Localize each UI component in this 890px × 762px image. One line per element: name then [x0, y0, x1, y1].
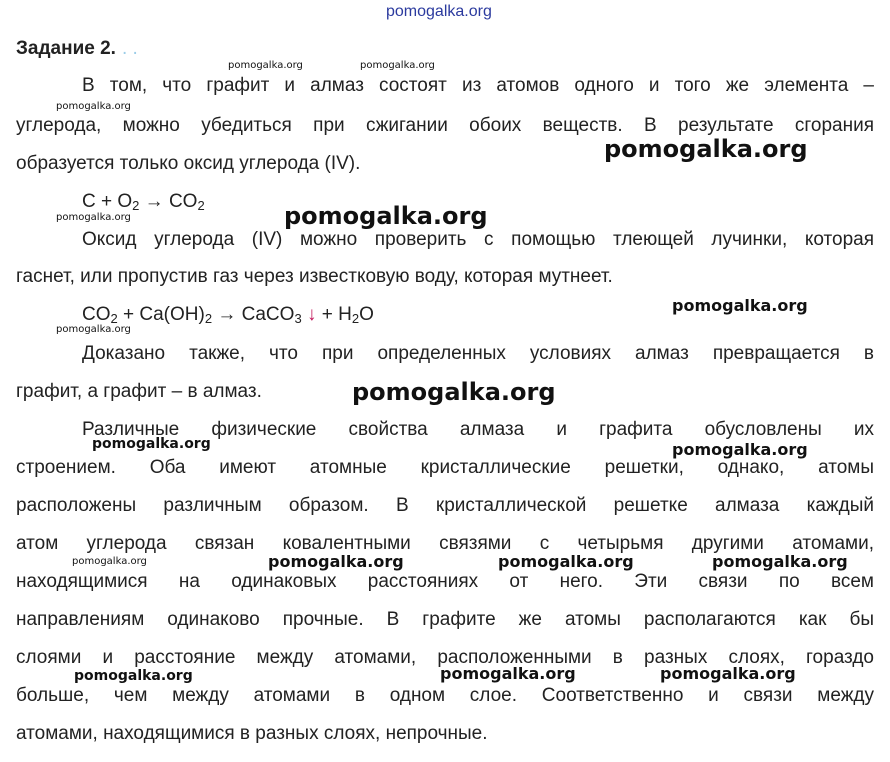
- watermark: pomogalka.org: [360, 60, 435, 71]
- eq2-subscript: 3: [294, 311, 302, 326]
- text-line: слоями и расстояние между атомами, расположенными в разных слоях, гораздо: [16, 647, 874, 668]
- watermark: pomogalka.org: [660, 664, 796, 683]
- eq2-arrow: →: [217, 304, 237, 325]
- text-line: образуется только оксид углерода (IV).: [16, 153, 361, 174]
- text-line: строением. Оба имеют атомные кристаллические решетки, однако, атомы: [16, 457, 874, 478]
- equation-combustion: [82, 190, 874, 214]
- watermark: pomogalka.org: [268, 552, 404, 571]
- text-line: атомами, находящимися в разных слоях, непрочные.: [16, 723, 488, 744]
- eq2-subscript: 2: [204, 311, 213, 326]
- watermark: pomogalka.org: [440, 664, 576, 683]
- text-line: углерода, можно убедиться при сжигании обоих веществ. В результате сгорания: [16, 115, 874, 136]
- text-line: больше, чем между атомами в одном слое. Соответственно и связи между: [16, 685, 874, 706]
- watermark: pomogalka.org: [672, 296, 808, 315]
- text-line: Доказано также, что при определенных условиях алмаз превращается в: [82, 343, 874, 364]
- text-line: Оксид углерода (IV) можно проверить с помощью тлеющей лучинки, которая: [82, 229, 874, 250]
- watermark: pomogalka.org: [672, 440, 808, 459]
- watermark: pomogalka.org: [284, 202, 488, 230]
- equation-limewater: [82, 303, 874, 327]
- task-title-text: Задание 2.: [16, 38, 116, 59]
- eq2-term: + H: [321, 304, 352, 325]
- eq2-term: CO: [82, 304, 111, 325]
- text-line: графит, а графит – в алмаз.: [16, 381, 262, 402]
- precipitate-arrow-icon: ↓: [306, 304, 317, 325]
- eq2-term: O: [359, 304, 374, 325]
- eq1-subscript: 2: [197, 198, 205, 213]
- text-line: направлениям одинаково прочные. В графите же атомы располагаются как бы: [16, 609, 874, 630]
- text-line: Различные физические свойства алмаза и графита обусловлены их: [82, 419, 874, 440]
- text-line: гаснет, или пропустив газ через известковую воду, которая мутнеет.: [16, 266, 613, 287]
- eq2-term: + Ca(OH): [123, 304, 205, 325]
- watermark: pomogalka.org: [352, 378, 556, 406]
- text-line: атом углерода связан ковалентными связями с четырьмя другими атомами,: [16, 533, 874, 554]
- watermark: pomogalka.org: [56, 324, 131, 335]
- watermark: pomogalka.org: [92, 436, 211, 452]
- watermark: pomogalka.org: [74, 668, 193, 684]
- text-line: В том, что графит и алмаз состоят из атомов одного и того же элемента –: [82, 75, 874, 96]
- watermark: pomogalka.org: [56, 212, 131, 223]
- watermark: pomogalka.org: [228, 60, 303, 71]
- watermark-top[interactable]: pomogalka.org: [386, 3, 492, 20]
- watermark: pomogalka.org: [56, 101, 131, 112]
- text-line: находящимися на одинаковых расстояниях от него. Эти связи по всем: [16, 571, 874, 592]
- eq1-subscript: 2: [132, 198, 140, 213]
- eq1-reactants: C + O: [82, 191, 133, 212]
- eq2-subscript: 2: [351, 311, 360, 326]
- text-line: расположены различным образом. В кристаллической решетке алмаза каждый: [16, 495, 874, 516]
- watermark: pomogalka.org: [604, 135, 808, 163]
- watermark: pomogalka.org: [498, 552, 634, 571]
- eq1-arrow: →: [144, 191, 164, 212]
- eq2-subscript: 2: [110, 311, 118, 326]
- watermark: pomogalka.org: [712, 552, 848, 571]
- task-title-marker: . .: [121, 38, 138, 59]
- eq1-product: CO: [168, 191, 198, 212]
- eq2-term: CaCO: [241, 304, 295, 325]
- task-title: [16, 38, 138, 60]
- watermark: pomogalka.org: [72, 556, 147, 567]
